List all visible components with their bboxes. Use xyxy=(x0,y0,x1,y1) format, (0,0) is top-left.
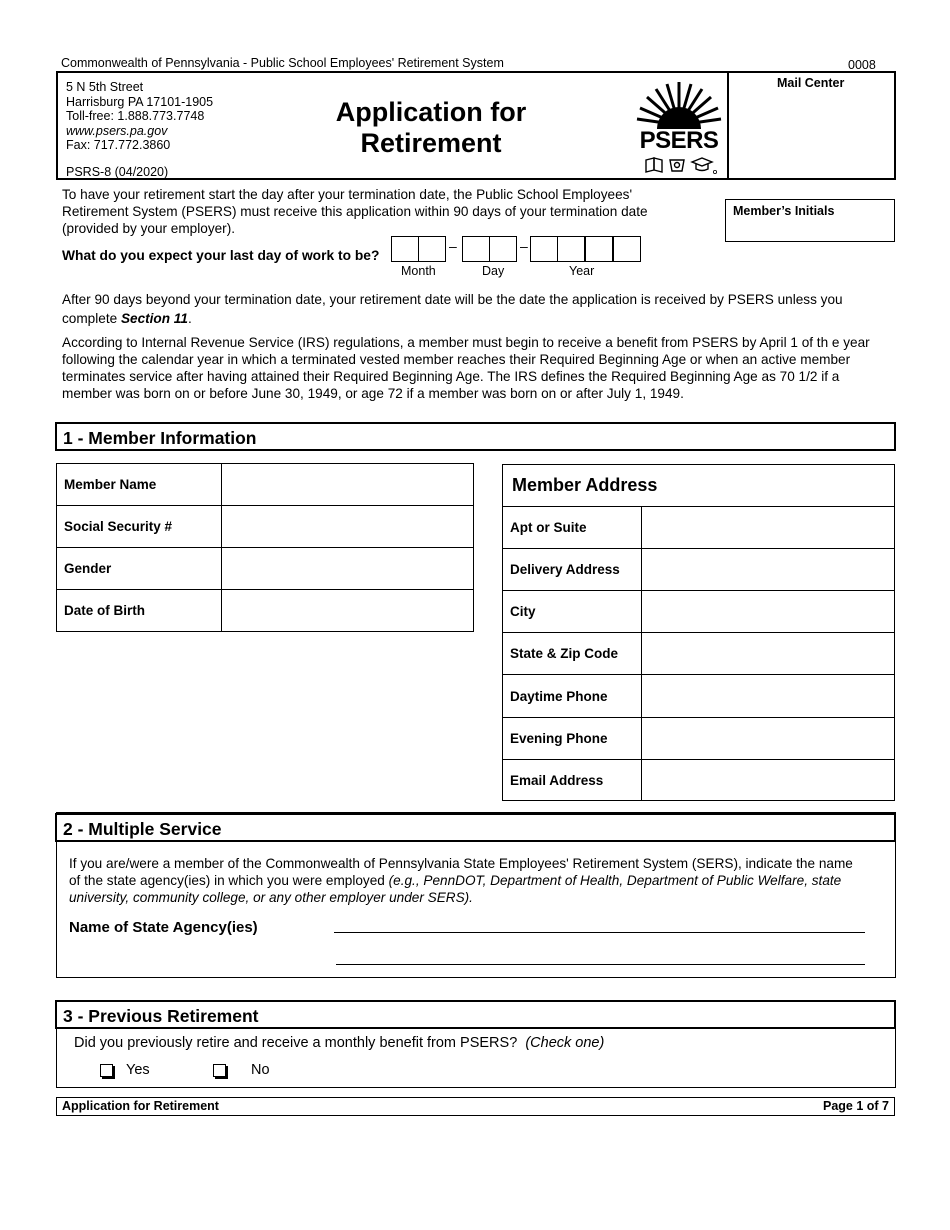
email-input[interactable] xyxy=(642,760,895,801)
section-3-title: 3 - Previous Retirement xyxy=(63,1006,259,1026)
evening-phone-input[interactable] xyxy=(642,718,895,760)
year-digit-4[interactable] xyxy=(613,236,641,262)
dob-input[interactable] xyxy=(222,590,474,632)
late-application-paragraph xyxy=(62,290,882,328)
section-2-examples: (e.g., PennDOT, Department of Health, Department of Public Welfare, state university, community college, or any other employer under SERS). xyxy=(69,873,842,905)
year-digit-1[interactable] xyxy=(530,236,558,262)
gender-label: Gender xyxy=(57,548,222,590)
agency-line-2[interactable] xyxy=(336,964,865,965)
email-label: Email Address xyxy=(503,760,642,801)
header-box xyxy=(56,71,896,180)
section-1-title: 1 - Member Information xyxy=(63,428,257,448)
member-address-table xyxy=(502,464,895,801)
date-separator: – xyxy=(520,238,528,254)
section-1-header xyxy=(55,422,896,451)
logo-text: PSERS xyxy=(639,127,719,154)
address-block xyxy=(66,80,213,153)
year-digit-2[interactable] xyxy=(557,236,585,262)
previous-retirement-question xyxy=(74,1035,604,1051)
section-2-instructions xyxy=(69,855,859,906)
sunburst-icon xyxy=(634,79,724,131)
footer-form-name: Application for Retirement xyxy=(62,1099,219,1113)
delivery-address-label: Delivery Address xyxy=(503,549,642,591)
day-digit-2[interactable] xyxy=(489,236,517,262)
dob-label: Date of Birth xyxy=(57,590,222,632)
title-line-1: Application for xyxy=(335,97,527,127)
para2-text: After 90 days beyond your termination date, your retirement date will be the date the application is received by PSERS unless you complete xyxy=(62,292,843,326)
city-input[interactable] xyxy=(642,591,895,633)
section-11-reference: Section 11 xyxy=(120,311,188,326)
footer-page-number: Page 1 of 7 xyxy=(823,1099,889,1113)
member-name-label: Member Name xyxy=(57,464,222,506)
agency-line: Commonwealth of Pennsylvania - Public School Employees' Retirement System xyxy=(61,56,504,70)
mail-center-label: Mail Center xyxy=(777,76,845,90)
member-info-table xyxy=(56,463,474,632)
apt-input[interactable] xyxy=(642,507,895,549)
address-website: www.psers.pa.gov xyxy=(66,123,168,138)
ssn-label: Social Security # xyxy=(57,506,222,548)
no-checkbox[interactable] xyxy=(213,1064,226,1077)
apt-label: Apt or Suite xyxy=(503,507,642,549)
last-day-question: What do you expect your last day of work to be? xyxy=(62,248,380,263)
day-digit-1[interactable] xyxy=(462,236,490,262)
question-text: Did you previously retire and receive a monthly benefit from PSERS? xyxy=(74,1035,518,1051)
yes-checkbox[interactable] xyxy=(100,1064,113,1077)
yes-label: Yes xyxy=(126,1062,150,1078)
section-2-header xyxy=(55,813,896,842)
year-digit-3[interactable] xyxy=(585,236,613,262)
page-footer xyxy=(56,1097,895,1116)
members-initials-box[interactable] xyxy=(725,199,895,242)
check-hint: (Check one) xyxy=(525,1035,605,1051)
section-2-text: If you are/were a member of the Commonwealth of Pennsylvania State Employees' Retirement System (SERS), indicate the name of the state agency(ies) in which you were employed xyxy=(69,856,853,888)
gender-input[interactable] xyxy=(222,548,474,590)
state-zip-input[interactable] xyxy=(642,633,895,675)
address-fax: Fax: 717.772.3860 xyxy=(66,138,171,152)
psers-logo xyxy=(634,79,724,177)
form-number: PSRS-8 (04/2020) xyxy=(66,165,169,179)
intro-paragraph: To have your retirement start the day after your termination date, the Public School Employees' Retirement System (PSERS) must receive this application within 90 days of your termination date (provided by your employer). xyxy=(62,187,648,236)
last-day-date-input[interactable] xyxy=(391,236,645,263)
year-label: Year xyxy=(569,264,595,278)
address-tollfree: Toll-free: 1.888.773.7748 xyxy=(66,109,205,123)
city-label: City xyxy=(503,591,642,633)
yes-option[interactable] xyxy=(100,1062,150,1078)
no-option[interactable] xyxy=(213,1062,270,1078)
title-line-2: Retirement xyxy=(360,128,502,158)
section-3-header xyxy=(55,1000,896,1029)
month-digit-1[interactable] xyxy=(391,236,419,262)
members-initials-label: Member’s Initials xyxy=(733,204,835,218)
date-separator: – xyxy=(449,238,457,254)
ssn-input[interactable] xyxy=(222,506,474,548)
month-digit-2[interactable] xyxy=(418,236,446,262)
form-code: 0008 xyxy=(848,58,876,72)
address-city: Harrisburg PA 17101-1905 xyxy=(66,94,214,109)
member-address-title: Member Address xyxy=(503,465,895,507)
agency-line-1[interactable] xyxy=(334,932,865,933)
delivery-address-input[interactable] xyxy=(642,549,895,591)
no-label: No xyxy=(251,1062,270,1078)
member-name-input[interactable] xyxy=(222,464,474,506)
daytime-phone-input[interactable] xyxy=(642,675,895,718)
page-title xyxy=(308,97,554,159)
month-label: Month xyxy=(401,264,436,278)
section-2-title: 2 - Multiple Service xyxy=(63,819,222,839)
irs-paragraph: According to Internal Revenue Service (IRS) regulations, a member must begin to receive a benefit from PSERS by April 1 of th e year following the calendar year in which a terminated vested member reaches their Required Beginning Age or when an active member terminates service after having attained their Required Beginning Age. The IRS defines the Required Beginning Age as 70 1/2 if a member was born on or before June 30, 1949, or age 72 if a member was born on or after July 1, 1949. xyxy=(62,335,870,401)
evening-phone-label: Evening Phone xyxy=(503,718,642,760)
address-street: 5 N 5th Street xyxy=(66,80,144,94)
daytime-phone-label: Daytime Phone xyxy=(503,675,642,718)
agency-label: Name of State Agency(ies) xyxy=(69,919,258,936)
day-label: Day xyxy=(482,264,505,278)
para2-end: . xyxy=(187,311,192,326)
state-zip-label: State & Zip Code xyxy=(503,633,642,675)
logo-icons xyxy=(644,155,718,175)
